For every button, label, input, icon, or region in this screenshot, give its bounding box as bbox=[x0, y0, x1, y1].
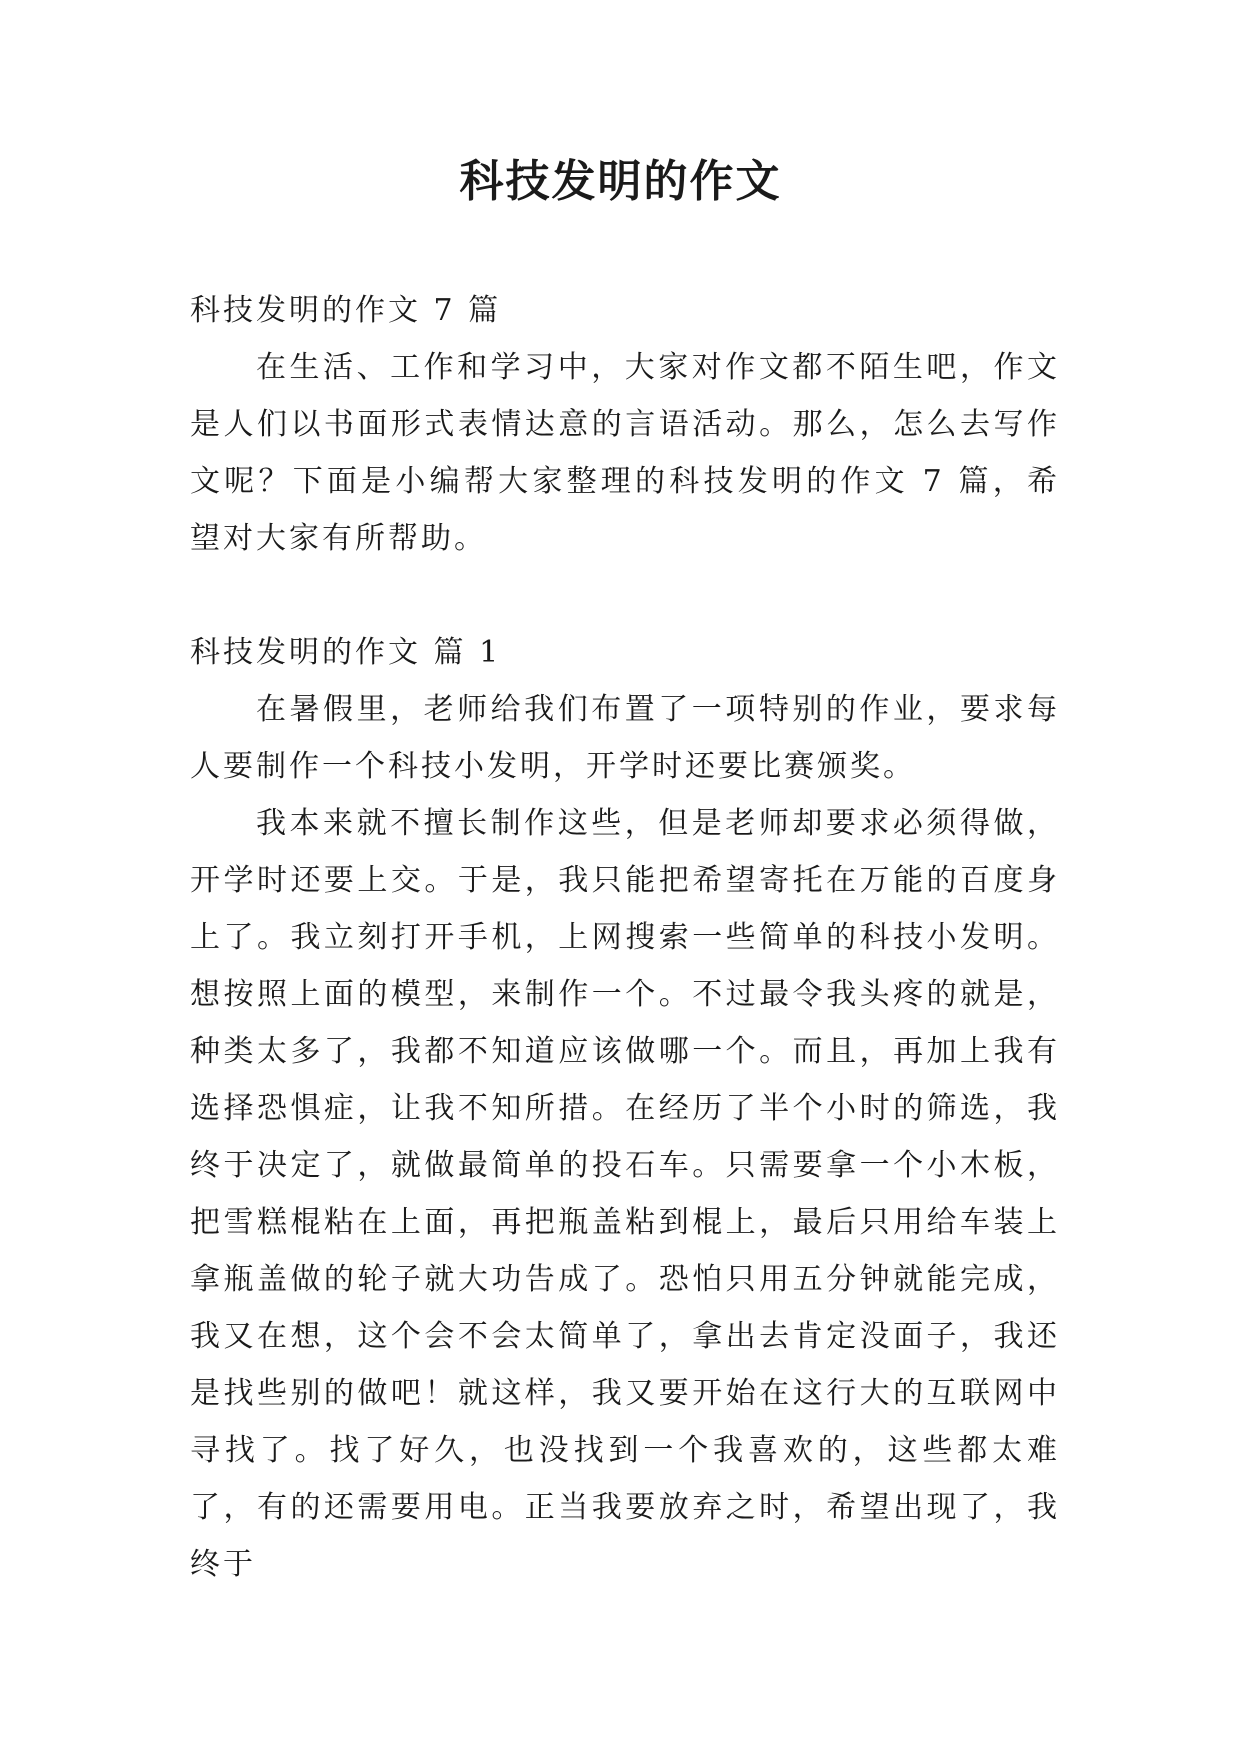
document-title: 科技发明的作文 bbox=[459, 156, 782, 207]
body-paragraph-2: 我本来就不擅长制作这些，但是老师却要求必须得做，开学时还要上交。于是，我只能把希望寄托在万能的百度身上了。我立刻打开手机，上网搜索一些简单的科技小发明。想按照上面的模型，来制作一个。不过最令我头疼的就是，种类太多了，我都不知道应该做哪一个。而且，再加上我有选择恐惧症，让我不知所措。在经历了半个小时的筛选，我终于决定了，就做最简单的投石车。只需要拿一个小木板，把雪糕棍粘在上面，再把瓶盖粘到棍上，最后只用给车装上拿瓶盖做的轮子就大功告成了。恐怕只用五分钟就能完成，我又在想，这个会不会太简单了，拿出去肯定没面子，我还是找些别的做吧！就这样，我又要开始在这行大的互联网中寻找了。找了好久，也没找到一个我喜欢的，这些都太难了，有的还需要用电。正当我要放弃之时，希望出现了，我终于 bbox=[190, 806, 1060, 1582]
document-body bbox=[190, 282, 1060, 1593]
intro-heading: 科技发明的作文 7 篇 bbox=[190, 293, 502, 328]
body-paragraph-1: 在暑假里，老师给我们布置了一项特别的作业，要求每人要制作一个科技小发明，开学时还要比赛颁奖。 bbox=[190, 692, 1060, 784]
section-spacer bbox=[190, 567, 1060, 624]
section-heading: 科技发明的作文 篇 1 bbox=[190, 635, 502, 670]
intro-paragraph: 在生活、工作和学习中，大家对作文都不陌生吧，作文是人们以书面形式表情达意的言语活动。那么，怎么去写作文呢？下面是小编帮大家整理的科技发明的作文 7 篇，希望对大家有所帮助。 bbox=[190, 350, 1060, 556]
